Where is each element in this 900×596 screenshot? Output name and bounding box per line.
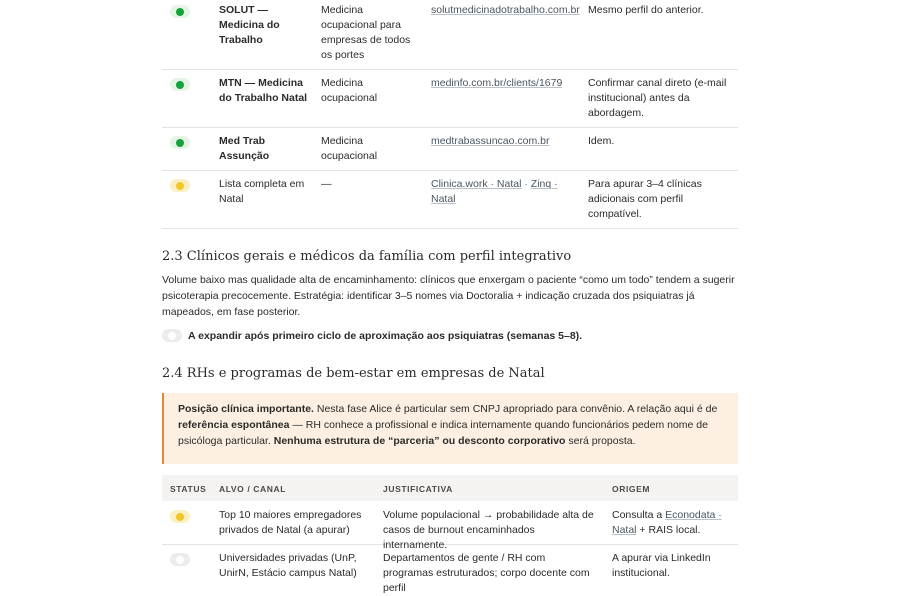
- status-green-icon: [170, 78, 190, 91]
- table-row: [162, 127, 738, 171]
- table-row: Lista completa em Natal — Clinica.work · Natal · Zinq · Natal Para apurar 3–4 clínicas adicionais com perfil compatível.: [162, 170, 738, 229]
- table-row: [162, 0, 738, 70]
- status-pending-icon: [162, 329, 182, 342]
- justification: Medicina ocupacional: [321, 135, 378, 162]
- status-pending-icon: [170, 553, 190, 566]
- origin-link[interactable]: Econodata · Natal: [612, 509, 722, 536]
- section-note: [162, 329, 582, 342]
- col-justificativa: JUSTIFICATIVA: [383, 484, 453, 494]
- target-name: SOLUT — Medicina do Trabalho: [219, 4, 280, 46]
- origin-text: A apurar via LinkedIn institucional.: [612, 552, 711, 579]
- target-name: Universidades privadas (UnP, UnirN, Estácio campus Natal): [219, 552, 357, 579]
- target-name: Med Trab Assunção: [219, 135, 270, 162]
- row-note: Para apurar 3–4 clínicas adicionais com perfil compatível.: [588, 178, 702, 220]
- clinic-link[interactable]: medtrabassuncao.com.br: [431, 135, 550, 147]
- table-header: [162, 475, 738, 501]
- target-name: Lista completa em Natal: [219, 178, 305, 205]
- section-heading: 2.3 Clínicos gerais e médicos da família com perfil integrativo: [162, 249, 572, 264]
- status-green-icon: [170, 136, 190, 149]
- table-row: Top 10 maiores empregadores privados de Natal (a apurar) Volume populacional → probabilidade alta de casos de burnout encaminhados internamente. Consulta a Econodata · Natal + RAIS local.: [162, 501, 738, 545]
- justification: Departamentos de gente / RH com programas estruturados; corpo docente com perfil: [383, 552, 590, 594]
- status-yellow-icon: [170, 510, 190, 523]
- justification: Medicina ocupacional: [321, 77, 378, 104]
- section-heading: 2.4 RHs e programas de bem-estar em empresas de Natal: [162, 366, 545, 381]
- row-note: Mesmo perfil do anterior.: [588, 4, 704, 16]
- target-name: Top 10 maiores empregadores privados de Natal (a apurar): [219, 509, 362, 536]
- status-yellow-icon: [170, 179, 190, 192]
- justification: Volume populacional → probabilidade alta de casos de burnout encaminhados internamente.: [383, 509, 594, 551]
- clinic-link[interactable]: Clinica.work · Natal: [431, 178, 522, 190]
- row-note: Idem.: [588, 135, 615, 147]
- row-note: Confirmar canal direto (e-mail institucional) antes da abordagem.: [588, 77, 727, 119]
- col-alvo: ALVO / CANAL: [219, 484, 287, 494]
- target-name: MTN — Medicina do Trabalho Natal: [219, 77, 308, 104]
- table-row: [162, 69, 738, 128]
- clinic-link[interactable]: medinfo.com.br/clients/1679: [431, 77, 563, 89]
- clinic-link[interactable]: solutmedicinadotrabalho.com.br: [431, 4, 580, 16]
- col-status: STATUS: [170, 484, 207, 494]
- justification: Medicina ocupacional para empresas de todos os portes: [321, 4, 411, 61]
- note-text: A expandir após primeiro ciclo de aproximação aos psiquiatras (semanas 5–8).: [188, 329, 583, 342]
- justification: —: [321, 178, 332, 190]
- clinic-link[interactable]: Zinq · Natal: [431, 178, 558, 205]
- section-body: Volume baixo mas qualidade alta de encaminhamento: clínicos que enxergam o paciente “como um todo” tendem a sugerir psicoterapia precocemente. Estratégia: identificar 3–5 nomes via Doctoralia + indicação cruzada dos psiquiatras já mapeados, em fase posterior.: [162, 274, 735, 318]
- callout-lead: Posição clínica importante.: [178, 403, 314, 415]
- table-row: [162, 544, 738, 594]
- status-green-icon: [170, 5, 190, 18]
- col-origem: ORIGEM: [612, 484, 651, 494]
- callout-box: Posição clínica importante. Nesta fase Alice é particular sem CNPJ apropriado para convênio. A relação aqui é de referência espontânea — RH conhece a profissional e indica internamente quando funcionários pedem nome de psicóloga particular. Nenhuma estrutura de “parceria” ou desconto corporativo será proposta.: [162, 393, 738, 464]
